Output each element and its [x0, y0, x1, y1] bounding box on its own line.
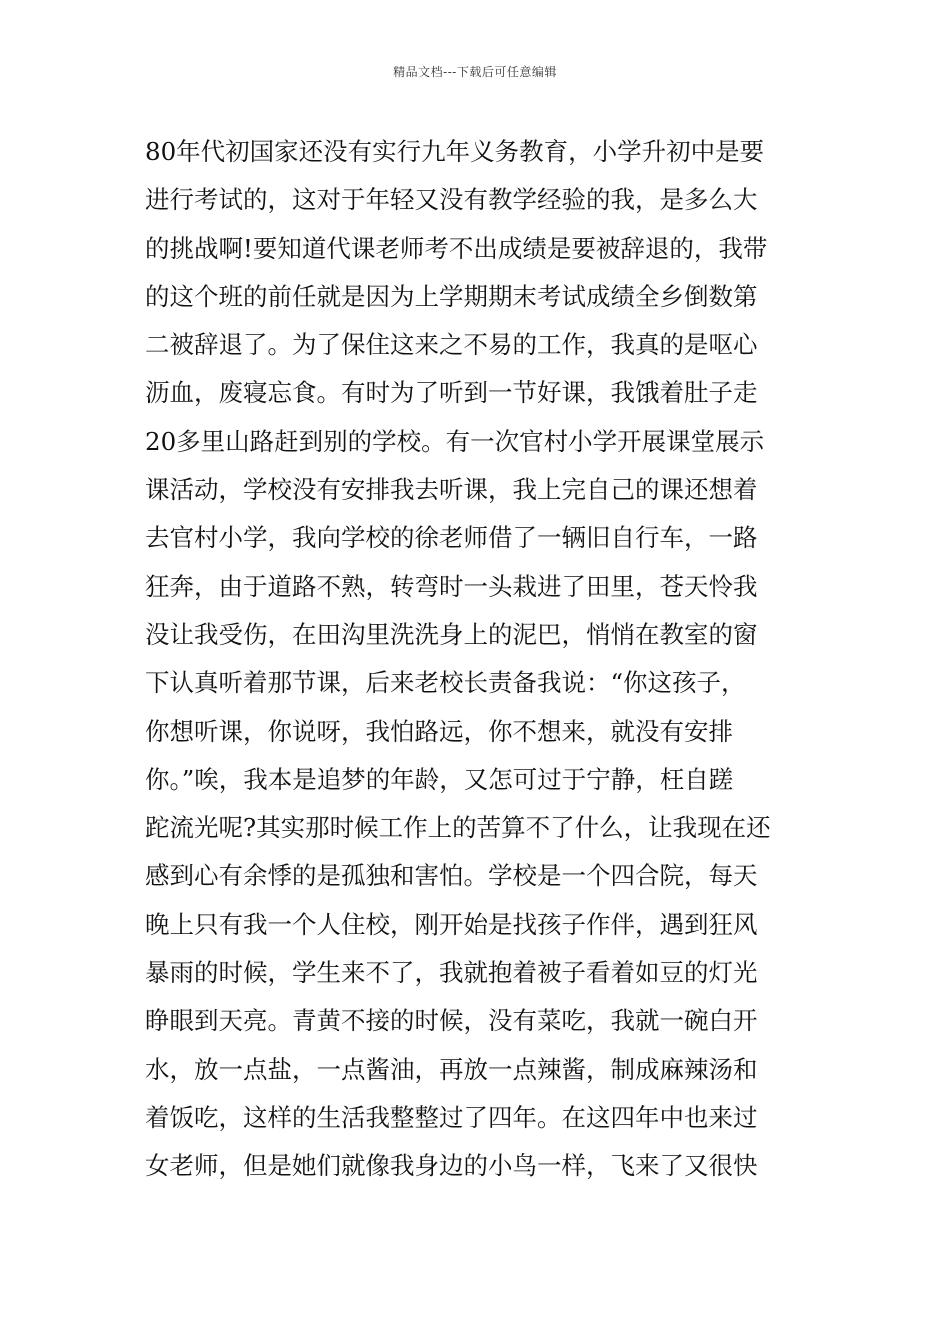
body-text [145, 128, 810, 1191]
text-line: 狂奔，由于道路不熟，转弯时一头栽进了田里，苍天怜我 [145, 571, 758, 601]
text-line: 晚上只有我一个人住校，刚开始是找孩子作伴，遇到狂风 [145, 909, 758, 939]
text-line: 二被辞退了。为了保住这来之不易的工作，我真的是呕心 [145, 330, 758, 360]
text-line: 跎流光呢?其实那时候工作上的苦算不了什么，让我现在还 [145, 813, 771, 843]
text-line: 没让我受伤，在田沟里洗洗身上的泥巴，悄悄在教室的窗 [145, 619, 758, 649]
text-line: 沥血，废寝忘食。有时为了听到一节好课，我饿着肚子走 [145, 378, 758, 408]
text-line: 着饭吃，这样的生活我整整过了四年。在这四年中也来过 [145, 1102, 758, 1132]
text-line: 暴雨的时候，学生来不了，我就抱着被子看着如豆的灯光 [145, 958, 758, 988]
page-header: 精品文档---下载后可任意编辑 [393, 65, 557, 79]
text-line: 的这个班的前任就是因为上学期期末考试成绩全乡倒数第 [145, 281, 758, 311]
text-line: 女老师，但是她们就像我身边的小鸟一样，飞来了又很快 [145, 1151, 758, 1181]
text-line: 感到心有余悸的是孤独和害怕。学校是一个四合院，每天 [145, 861, 758, 891]
text-line: 你想听课，你说呀，我怕路远，你不想来，就没有安排 [145, 716, 733, 746]
text-line: 的挑战啊!要知道代课老师考不出成绩是要被辞退的，我带 [145, 233, 768, 263]
text-line: 进行考试的，这对于年轻又没有教学经验的我，是多么大 [145, 185, 758, 215]
text-line: 水，放一点盐，一点酱油，再放一点辣酱，制成麻辣汤和 [145, 1054, 758, 1084]
text-line: 80年代初国家还没有实行九年义务教育，小学升初中是要 [145, 137, 765, 166]
text-line: 去官村小学，我向学校的徐老师借了一辆旧自行车，一路 [145, 523, 758, 553]
text-line: 你。”唉，我本是追梦的年龄，又怎可过于宁静，枉自蹉 [145, 764, 734, 794]
text-line: 下认真听着那节课，后来老校长责备我说：“你这孩子， [145, 668, 746, 698]
text-line: 20多里山路赶到别的学校。有一次官村小学开展课堂展示 [145, 426, 765, 456]
text-line: 睁眼到天亮。青黄不接的时候，没有菜吃，我就一碗白开 [145, 1006, 758, 1036]
text-line: 课活动，学校没有安排我去听课，我上完自己的课还想着 [145, 475, 758, 505]
